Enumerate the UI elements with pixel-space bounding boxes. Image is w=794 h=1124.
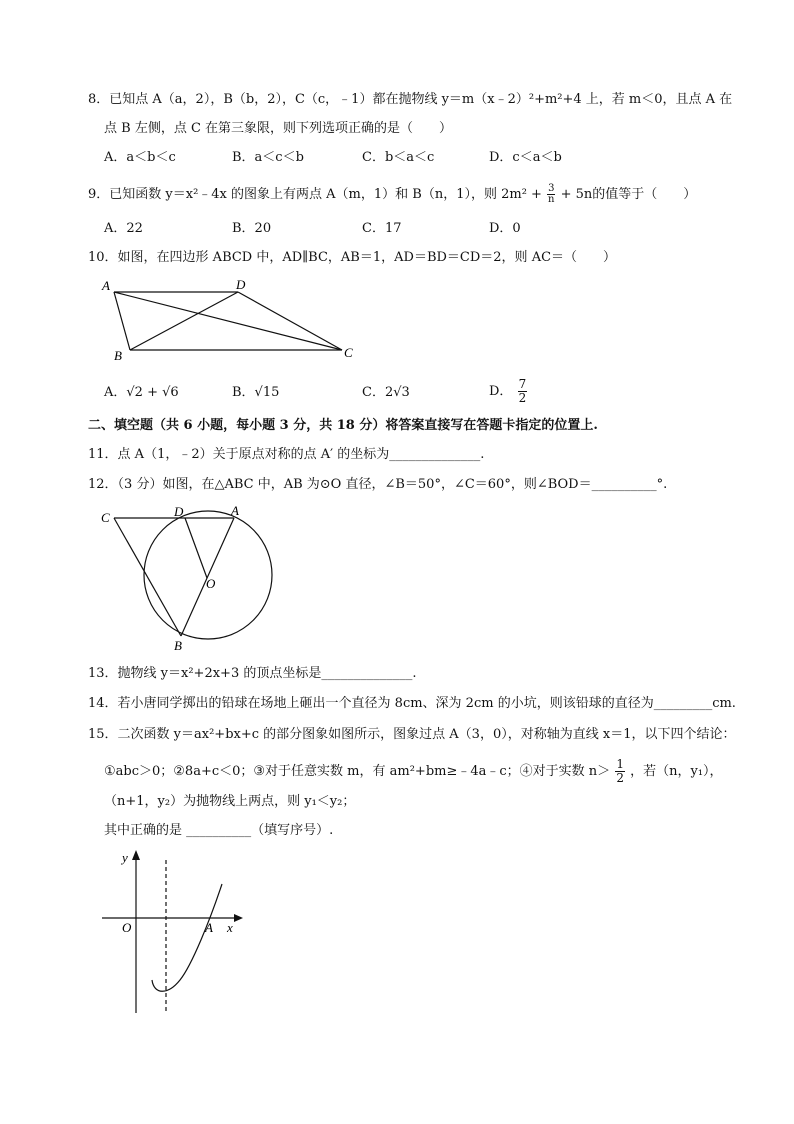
q15-fraction-denominator: 2 — [616, 771, 624, 785]
q12-label-d: D — [174, 504, 184, 519]
q10-option-d — [489, 378, 528, 405]
q9-option-d: D．0 — [489, 221, 521, 236]
q10-segment-ab — [114, 292, 130, 350]
q12-segment-od — [185, 518, 207, 578]
q15-line-1: 15．二次函数 y＝ax²+bx+c 的部分图象如图所示，图象过点 A（3，0），对称轴为直线 x＝1，以下四个结论： — [88, 727, 736, 742]
q15-label-a: A — [205, 920, 213, 935]
q10-stem: 10．如图，在四边形 ABCD 中，AD∥BC，AB＝1，AD＝BD＝CD＝2，则 AC＝（ ） — [88, 250, 617, 265]
q15-line-2-before: ①abc＞0；②8a+c＜0；③对于任意实数 m，有 am²+bm≥﹣4a﹣c；④对于实数 n＞ — [104, 764, 611, 779]
q15-line-3: （n+1，y₂）为抛物线上两点，则 y₁＜y₂； — [104, 794, 356, 809]
q12-label-c: C — [101, 510, 110, 525]
q12-label-b: B — [174, 638, 182, 653]
q12-label-a: A — [231, 503, 239, 518]
q10-segment-bd — [130, 292, 238, 350]
q11-stem: 11．点 A（1，﹣2）关于原点对称的点 A′ 的坐标为______________. — [88, 447, 485, 462]
q9-option-a: A．22 — [104, 221, 143, 236]
q15-y-axis-arrow — [132, 850, 140, 860]
q9-stem — [88, 184, 696, 205]
q10-label-a: A — [102, 278, 110, 293]
q8-option-c: C．b＜a＜c — [362, 150, 435, 165]
q13-stem: 13．抛物线 y＝x²+2x+3 的顶点坐标是______________. — [88, 666, 417, 681]
q15-label-y: y — [122, 850, 128, 865]
q10-label-b: B — [114, 348, 122, 363]
q10-segment-ac — [114, 292, 342, 350]
q15-label-x: x — [227, 920, 233, 935]
q10-label-d: D — [236, 277, 246, 292]
q8-line-2: 点 B 左侧，点 C 在第三象限，则下列选项正确的是（ ） — [104, 121, 453, 136]
q12-label-o: O — [206, 576, 216, 591]
q8-option-a: A．a＜b＜c — [104, 150, 176, 165]
q15-fraction — [615, 758, 625, 785]
q10-option-d-prefix: D． — [489, 384, 513, 399]
q9-option-c: C．17 — [362, 221, 402, 236]
q12-circle-o — [144, 511, 272, 639]
q10-label-c: C — [344, 345, 353, 360]
q10-segment-dc — [238, 292, 342, 350]
q12-segment-cb — [114, 518, 181, 636]
q12-segment-ab — [181, 518, 234, 636]
q10-option-d-numerator: 7 — [518, 377, 527, 391]
q9-stem-after: + 5n的值等于（ ） — [560, 187, 697, 202]
q9-fraction-denominator: n — [548, 194, 555, 205]
q8-option-d: D．c＜a＜b — [489, 150, 562, 165]
q8-line-1: 8．已知点 A（a，2），B（b，2），C（c，﹣1）都在抛物线 y＝m（x﹣2）²+m²+4 上，若 m＜0，且点 A 在 — [88, 92, 733, 107]
q15-label-o: O — [122, 920, 132, 935]
q9-stem-before: 9．已知函数 y＝x²﹣4x 的图象上有两点 A（m，1）和 B（n，1），则 2m² + — [88, 187, 542, 202]
q10-option-b: B．√15 — [232, 385, 280, 400]
q15-parabola-curve — [152, 884, 222, 991]
q14-stem: 14．若小唐同学掷出的铅球在场地上砸出一个直径为 8cm、深为 2cm 的小坑，则该铅球的直径为_________cm. — [88, 696, 736, 711]
q15-fraction-numerator: 1 — [616, 757, 624, 771]
q12-stem: 12．（3 分）如图，在△ABC 中，AB 为⊙O 直径，∠B＝50°，∠C＝60°，则∠BOD＝__________°. — [88, 477, 668, 492]
q15-x-axis-arrow — [234, 914, 243, 922]
q10-option-c: C．2√3 — [362, 385, 410, 400]
q15-line-2 — [104, 758, 723, 785]
q10-option-a: A．√2 + √6 — [104, 385, 179, 400]
q9-fraction-numerator: 3 — [548, 183, 555, 194]
q9-option-b: B．20 — [232, 221, 272, 236]
q8-option-b: B．a＜c＜b — [232, 150, 304, 165]
q15-line-2-after: ，若（n，y₁）， — [630, 764, 723, 779]
q10-option-d-denominator: 2 — [518, 391, 527, 405]
section-2-heading: 二、填空题（共 6 小题，每小题 3 分，共 18 分）将答案直接写在答题卡指定的位置上. — [88, 418, 598, 433]
q9-fraction — [547, 184, 555, 205]
q15-line-4: 其中正确的是 __________（填写序号）. — [104, 823, 334, 838]
q10-option-d-fraction — [518, 378, 528, 405]
